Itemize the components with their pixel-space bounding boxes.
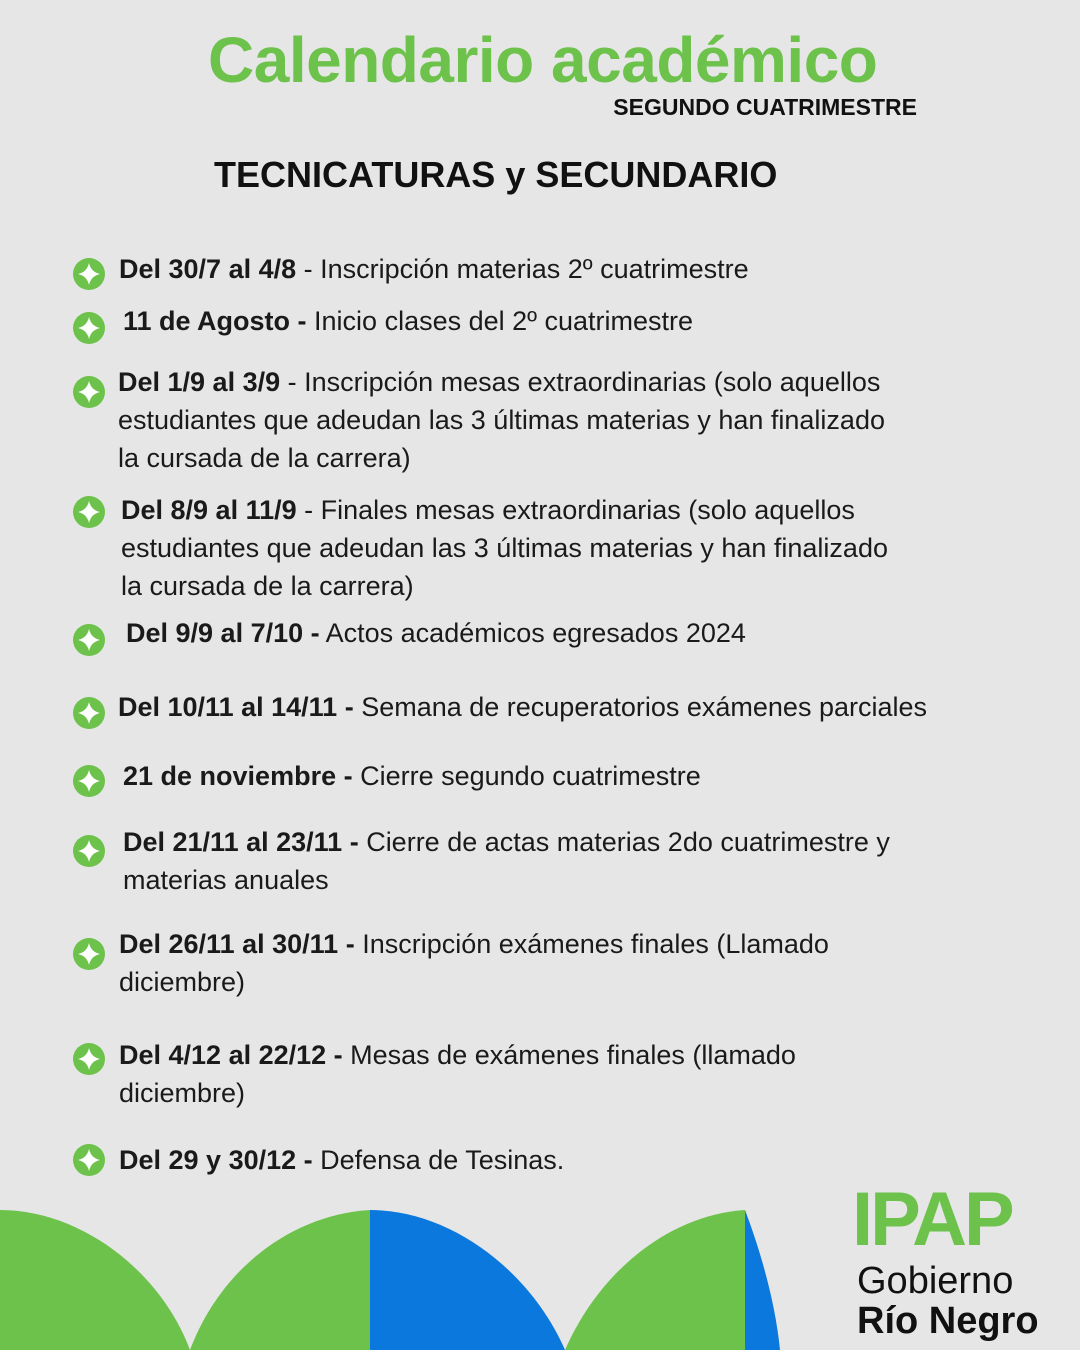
list-item-text: [119, 250, 749, 288]
leaf-shape-2: [190, 1210, 370, 1350]
list-item-description: Defensa de Tesinas.: [312, 1145, 565, 1175]
leaf-shape-1: [0, 1210, 190, 1350]
leaf-shape-3: [370, 1210, 565, 1350]
list-item-description: Semana de recuperatorios exámenes parciales: [353, 692, 928, 722]
star-badge-icon: [72, 623, 106, 657]
list-item-date: Del 9/9 al 7/10 -: [126, 618, 320, 648]
page-title: Calendario académico: [208, 24, 878, 96]
star-badge-icon: [72, 375, 106, 409]
list-item-description: - Inscripción mesas extraordinarias (solo aquellos estudiantes que adeudan las 3 últimas materias y han finalizado la cursada de la carrera): [118, 367, 885, 473]
star-badge-icon: [72, 764, 106, 798]
star-badge-icon: [72, 937, 106, 971]
list-item-text: [119, 1036, 796, 1112]
list-item-description: Inicio clases del 2º cuatrimestre: [306, 306, 694, 336]
list-item-text: [119, 925, 829, 1001]
list-item-text: [123, 823, 890, 899]
list-item-description: - Finales mesas extraordinarias (solo aquellos estudiantes que adeudan las 3 últimas materias y han finalizado la cursada de la carrera): [121, 495, 888, 601]
leaf-shape-4: [565, 1210, 745, 1350]
list-item-date: Del 21/11 al 23/11 -: [123, 827, 359, 857]
list-item-description: Cierre de actas materias 2do cuatrimestre y materias anuales: [123, 827, 890, 895]
list-item-date: Del 4/12 al 22/12 -: [119, 1040, 343, 1070]
list-item-text: [123, 757, 701, 795]
star-badge-icon: [72, 257, 106, 291]
list-item-text: [118, 363, 885, 477]
list-item-description: Mesas de exámenes finales (llamado diciembre): [119, 1040, 796, 1108]
logo-rio-negro: Río Negro: [857, 1300, 1039, 1342]
star-badge-icon: [72, 696, 106, 730]
list-item-text: [121, 491, 888, 605]
list-item-date: Del 30/7 al 4/8: [119, 254, 297, 284]
list-item-text: [119, 1141, 564, 1179]
list-item-description: Cierre segundo cuatrimestre: [352, 761, 701, 791]
list-item-description: Inscripción exámenes finales (Llamado diciembre): [119, 929, 829, 997]
list-item-description: Actos académicos egresados 2024: [319, 618, 746, 648]
star-badge-icon: [72, 834, 106, 868]
section-heading: TECNICATURAS y SECUNDARIO: [214, 154, 778, 195]
logo-gobierno: Gobierno: [857, 1260, 1014, 1302]
list-item-text: [123, 302, 693, 340]
star-badge-icon: [72, 311, 106, 345]
list-item-description: - Inscripción materias 2º cuatrimestre: [296, 254, 749, 284]
list-item-date: 21 de noviembre -: [123, 761, 353, 791]
page-subtitle: SEGUNDO CUATRIMESTRE: [613, 94, 917, 120]
leaf-shape-5: [745, 1210, 780, 1350]
list-item-date: Del 26/11 al 30/11 -: [119, 929, 355, 959]
list-item-text: [126, 614, 746, 652]
list-item-date: Del 10/11 al 14/11 -: [118, 692, 354, 722]
logo-ipap: IPAP: [852, 1177, 1012, 1262]
star-badge-icon: [72, 495, 106, 529]
list-item-date: Del 29 y 30/12 -: [119, 1145, 313, 1175]
list-item-date: Del 8/9 al 11/9: [121, 495, 297, 525]
star-badge-icon: [72, 1143, 106, 1177]
star-badge-icon: [72, 1042, 106, 1076]
list-item-text: [118, 688, 927, 726]
list-item-date: Del 1/9 al 3/9: [118, 367, 281, 397]
decorative-leaves: [0, 1190, 860, 1350]
list-item-date: 11 de Agosto -: [123, 306, 307, 336]
